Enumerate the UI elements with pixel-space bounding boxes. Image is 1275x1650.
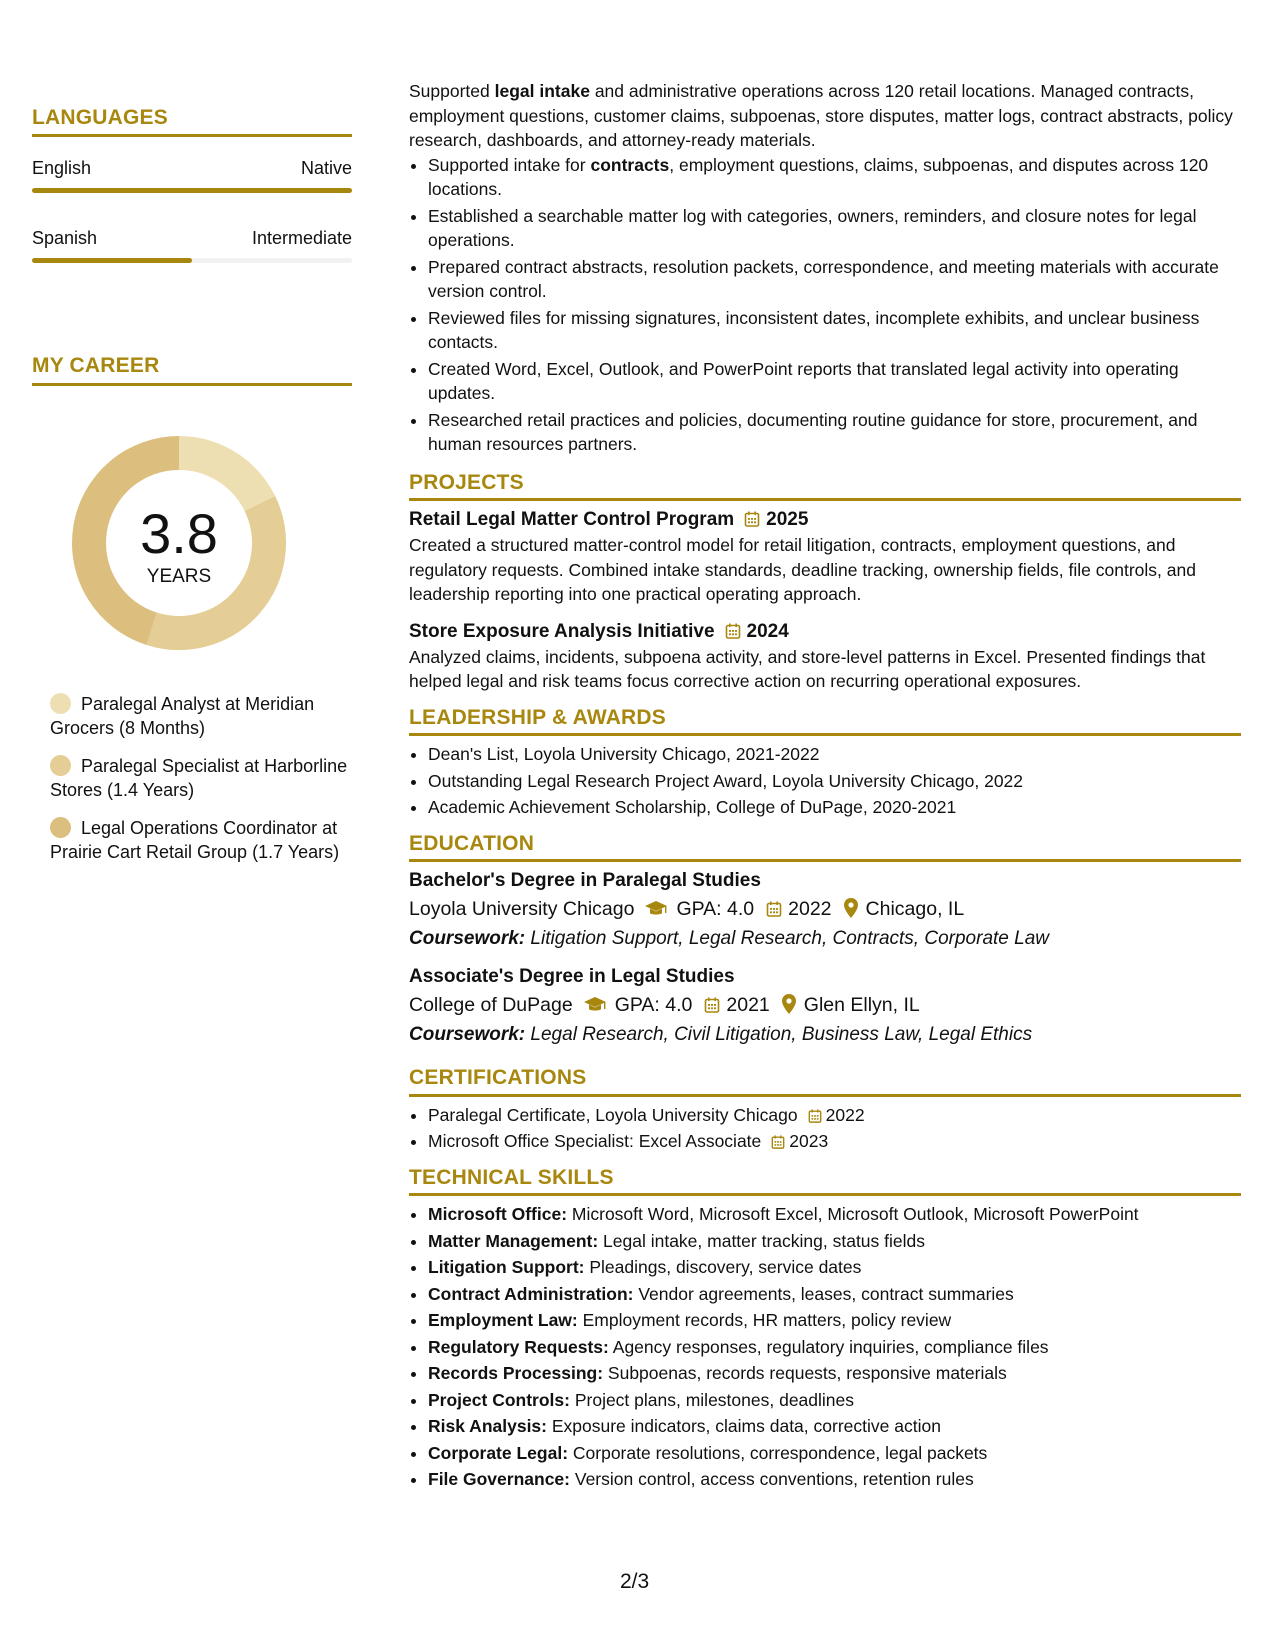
skill-text: Exposure indicators, claims data, corrective action	[547, 1416, 941, 1436]
experience-bullet: • Reviewed files for missing signatures, inconsistent dates, incomplete exhibits, and unclear business contacts.	[428, 306, 1241, 355]
skill-text: Employment records, HR matters, policy review	[577, 1310, 952, 1330]
legend-label: Legal Operations Coordinator at Prairie Cart Retail Group (1.7 Years)	[50, 818, 340, 862]
calendar-icon	[725, 623, 741, 639]
certifications-section	[409, 1066, 1241, 1154]
calendar-icon	[808, 1109, 822, 1123]
school-name: College of DuPage	[409, 994, 573, 1016]
location-pin-icon	[782, 994, 796, 1014]
certification-item	[428, 1103, 1241, 1128]
career-donut-chart	[66, 430, 292, 656]
skill-item	[428, 1414, 1241, 1439]
experience-bullet: • Prepared contract abstracts, resolution packets, correspondence, and meeting materials with accurate version control.	[428, 255, 1241, 304]
experience-bullet: • Supported intake for contracts, employment questions, claims, subpoenas, and disputes across 120 locations.	[428, 153, 1241, 202]
gpa: GPA: 4.0	[676, 898, 755, 920]
coursework	[409, 1020, 1241, 1050]
projects-section	[409, 471, 1241, 694]
career-total: 3.8	[140, 502, 218, 565]
skill-item	[428, 1441, 1241, 1466]
skill-label: Regulatory Requests:	[428, 1336, 609, 1357]
skill-label: Employment Law:	[428, 1310, 578, 1330]
school-name: Loyola University Chicago	[409, 898, 635, 920]
language-bar-fill	[32, 258, 192, 263]
skills-section	[409, 1166, 1241, 1492]
education-details	[409, 894, 1241, 924]
coursework	[409, 924, 1241, 954]
school-location: Chicago, IL	[865, 898, 965, 920]
career-unit: YEARS	[146, 566, 212, 587]
education-heading: EDUCATION	[409, 831, 535, 855]
skill-label: Project Controls:	[428, 1389, 570, 1410]
leadership-section	[409, 706, 1241, 820]
project-description: Created a structured matter-control model for retail litigation, contracts, employment questions, and regulatory requests. Combined intake standards, deadline tracking, ownership fields, file controls, and leadership reporting into one practical operating approach.	[409, 535, 1196, 604]
career-legend-item	[50, 754, 350, 802]
experience-bullet: • Researched retail practices and policies, documenting routine guidance for store, procurement, and human resources partners.	[428, 408, 1241, 457]
project-year: 2024	[746, 620, 789, 642]
experience-bullets	[409, 153, 1241, 457]
skill-item	[428, 1255, 1241, 1280]
skill-text: Version control, access conventions, retention rules	[570, 1469, 974, 1489]
skills-rule	[409, 1193, 1241, 1196]
skill-text: Subpoenas, records requests, responsive materials	[603, 1363, 1007, 1383]
degree-title: Bachelor's Degree in Paralegal Studies	[409, 870, 761, 891]
experience-summary: Supported legal intake and administrative operations across 120 retail locations. Managed contracts, employment questions, customer claims, subpoenas, store disputes, matter logs, contract abstracts, policy research, dashboards, and attorney-ready materials.	[409, 81, 1233, 150]
skills-list	[409, 1202, 1241, 1492]
legend-dot	[50, 693, 71, 714]
project-title: Retail Legal Matter Control Program	[409, 509, 735, 530]
education-details	[409, 990, 1241, 1020]
certifications-rule	[409, 1094, 1241, 1097]
skill-item	[428, 1361, 1241, 1386]
skill-label: Microsoft Office:	[428, 1204, 568, 1224]
languages-rule	[32, 134, 352, 137]
leadership-item: • Dean's List, Loyola University Chicago, 2021-2022	[428, 742, 1241, 767]
leadership-rule	[409, 733, 1241, 736]
education-rule	[409, 859, 1241, 862]
skills-heading: TECHNICAL SKILLS	[409, 1165, 614, 1189]
skill-label: File Governance:	[428, 1469, 570, 1489]
skill-item	[428, 1308, 1241, 1333]
projects-rule	[409, 498, 1241, 501]
languages-heading: LANGUAGES	[32, 106, 168, 129]
certifications-list	[409, 1103, 1241, 1154]
language-level: Intermediate	[251, 228, 352, 248]
career-heading: MY CAREER	[32, 354, 160, 377]
skill-text: Project plans, milestones, deadlines	[569, 1389, 855, 1410]
legend-label: Paralegal Analyst at Meridian Grocers (8 Months)	[50, 694, 315, 738]
calendar-icon	[744, 511, 760, 527]
legend-dot	[50, 817, 71, 838]
coursework-list: Legal Research, Civil Litigation, Business Law, Legal Ethics	[530, 1024, 1033, 1045]
project-title-row	[409, 507, 1241, 533]
skill-text: Microsoft Word, Microsoft Excel, Microsoft Outlook, Microsoft PowerPoint	[567, 1204, 1139, 1224]
leadership-item: • Academic Achievement Scholarship, College of DuPage, 2020-2021	[428, 795, 1241, 820]
coursework-label: Coursework:	[409, 1024, 526, 1045]
certification-year: 2022	[825, 1104, 865, 1125]
language-level: Native	[300, 158, 352, 178]
skill-text: Corporate resolutions, correspondence, legal packets	[568, 1442, 988, 1463]
experience-bullet: • Created Word, Excel, Outlook, and PowerPoint reports that translated legal activity into operating updates.	[428, 357, 1241, 406]
graduation-year: 2021	[726, 994, 770, 1016]
school-location: Glen Ellyn, IL	[803, 994, 920, 1016]
project-description: Analyzed claims, incidents, subpoena activity, and store-level patterns in Excel. Presented findings that helped legal and risk teams focus corrective action on recurring operational exposures.	[409, 646, 1206, 691]
certification-year: 2023	[789, 1131, 829, 1151]
skill-item	[428, 1202, 1241, 1227]
skill-text: Agency responses, regulatory inquiries, compliance files	[608, 1336, 1049, 1357]
legend-label: Paralegal Specialist at Harborline Stores (1.4 Years)	[50, 756, 348, 800]
skill-item	[428, 1388, 1241, 1413]
degree-title: Associate's Degree in Legal Studies	[409, 966, 735, 987]
certification-name: Paralegal Certificate, Loyola University Chicago	[428, 1104, 798, 1125]
leadership-item: • Outstanding Legal Research Project Award, Loyola University Chicago, 2022	[428, 769, 1241, 794]
donut-segment	[179, 453, 260, 504]
calendar-icon	[771, 1135, 785, 1149]
skill-label: Risk Analysis:	[428, 1416, 547, 1436]
project-year: 2025	[766, 509, 809, 530]
skill-item	[428, 1335, 1241, 1360]
career-legend-item	[50, 816, 350, 864]
skill-label: Contract Administration:	[428, 1283, 634, 1304]
certification-item	[428, 1129, 1241, 1154]
language-name: Spanish	[32, 228, 98, 248]
graduation-cap-icon	[583, 996, 607, 1014]
project-title: Store Exposure Analysis Initiative	[409, 620, 715, 642]
graduation-year: 2022	[788, 898, 832, 920]
language-bar-spanish	[32, 258, 352, 263]
language-row-spanish	[32, 228, 352, 249]
skill-item	[428, 1229, 1241, 1254]
education-section	[409, 832, 1241, 1051]
skill-text: Pleadings, discovery, service dates	[584, 1257, 862, 1277]
projects-heading: PROJECTS	[409, 470, 524, 494]
skill-label: Records Processing:	[428, 1363, 604, 1383]
page-number: 2/3	[620, 1570, 650, 1593]
coursework-label: Coursework:	[409, 928, 526, 949]
leadership-list	[409, 742, 1241, 820]
certifications-heading: CERTIFICATIONS	[409, 1066, 587, 1089]
language-row-english	[32, 158, 352, 179]
skill-label: Matter Management:	[428, 1230, 599, 1251]
calendar-icon	[704, 997, 720, 1013]
skill-label: Litigation Support:	[428, 1257, 585, 1277]
project-title-row	[409, 619, 1241, 645]
location-pin-icon	[844, 898, 858, 918]
right-column	[409, 79, 1241, 1494]
language-bar-english	[32, 188, 352, 193]
skill-text: Legal intake, matter tracking, status fields	[598, 1230, 925, 1251]
skill-text: Vendor agreements, leases, contract summaries	[633, 1283, 1014, 1304]
gpa: GPA: 4.0	[614, 994, 693, 1016]
certification-name: Microsoft Office Specialist: Excel Associate	[428, 1131, 762, 1151]
coursework-list: Litigation Support, Legal Research, Contracts, Corporate Law	[530, 928, 1049, 949]
skill-label: Corporate Legal:	[428, 1442, 569, 1463]
language-name: English	[32, 158, 92, 178]
graduation-cap-icon	[644, 900, 668, 918]
skill-item	[428, 1467, 1241, 1492]
experience-bullet: • Established a searchable matter log with categories, owners, reminders, and closure notes for legal operations.	[428, 204, 1241, 253]
leadership-heading: LEADERSHIP & AWARDS	[409, 705, 666, 729]
career-rule	[32, 383, 352, 386]
legend-dot	[50, 755, 71, 776]
calendar-icon	[766, 901, 782, 917]
career-legend-item	[50, 692, 350, 740]
language-bar-fill	[32, 188, 352, 193]
skill-item	[428, 1282, 1241, 1307]
